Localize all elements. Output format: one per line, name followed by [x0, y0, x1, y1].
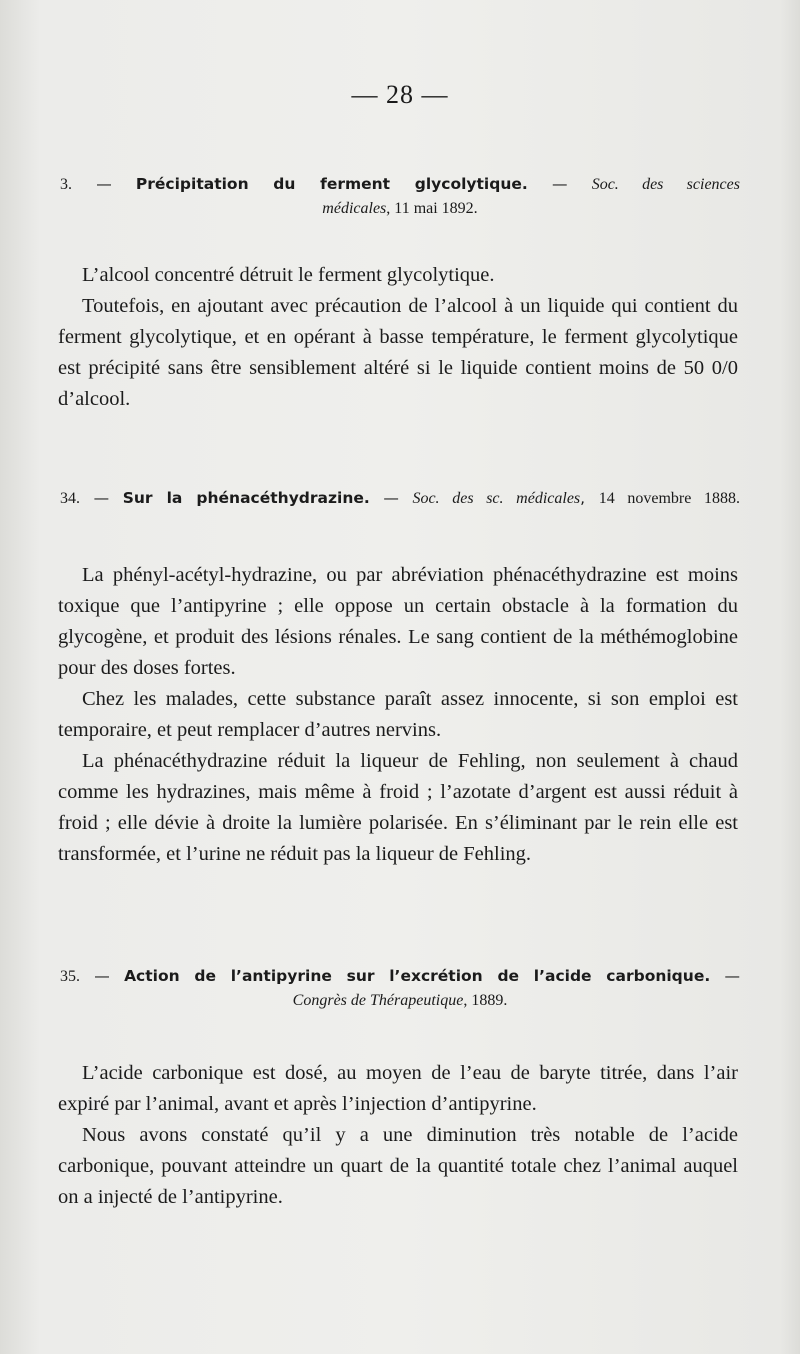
paragraph: Toutefois, en ajoutant avec précaution de l’alcool à un liquide qui contient du ferment glycolytique, et en opérant à basse température, le ferment glycolytique est précipité sans être sensiblement altéré si le liquide contient moins de 50 0/0 d’alcool. — [58, 295, 738, 410]
dash: — — [724, 967, 740, 985]
paragraph: La phénacéthydrazine réduit la liqueur de Fehling, non seulement à chaud comme les hydrazines, mais même à froid ; l’azotate d’argent est aussi réduit à froid ; elle dévie à droite la lumière polarisée. En s’éliminant par le rein elle est transformée, et l’urine ne réduit pas la liqueur de Fehling. — [58, 750, 738, 865]
paragraph: Chez les malades, cette substance paraît assez innocente, si son emploi est temporaire, et peut remplacer d’autres nervins. — [58, 688, 738, 741]
entry-title: Précipitation du ferment glycolytique. — [135, 175, 528, 193]
entry-source: Congrès de Thérapeutique — [292, 992, 464, 1009]
entry-title: Sur la phénacéthydrazine. — [122, 489, 370, 507]
entry-number: 34. — [60, 490, 80, 507]
entry-heading — [60, 964, 740, 1013]
entry-heading-line: médicales, 11 mai 1892. — [322, 200, 478, 217]
paragraph: Nous avons constaté qu’il y a une diminution très notable de l’acide carbonique, pouvant atteindre un quart de la quantité totale chez l’animal auquel on a injecté de l’antipyrine. — [58, 1124, 738, 1208]
entry-date: 11 mai 1892. — [394, 200, 478, 217]
dash: — — [551, 175, 568, 193]
entry-body — [58, 260, 738, 415]
paragraph: L’alcool concentré détruit le ferment glycolytique. — [82, 264, 495, 286]
entry-number: 35. — [60, 968, 80, 985]
entry-heading-line: 34. — Sur la phénacéthydrazine. — Soc. des sc. médicales, 14 novembre 1888. — [60, 489, 740, 507]
entry-date: 14 novembre 1888. — [598, 490, 740, 507]
page-number: — 28 — — [351, 80, 449, 109]
paragraph: L’acide carbonique est dosé, au moyen de l’eau de baryte titrée, dans l’air expiré par l’animal, avant et après l’injection d’antipyrine. — [58, 1062, 738, 1115]
entry-heading-line — [60, 172, 740, 197]
entry-source: Soc. des sciences — [591, 176, 740, 193]
dash: — — [96, 175, 112, 193]
entry-number: 3. — [60, 176, 72, 193]
entry-heading — [60, 172, 740, 221]
entry-body — [58, 1058, 738, 1213]
entry-heading-line: Congrès de Thérapeutique, 1889. — [292, 992, 508, 1009]
entry-source: Soc. des sc. médicales — [412, 490, 581, 507]
entry-heading-line — [60, 964, 740, 989]
entry-title: Action de l’antipyrine sur l’excrétion de l’acide carbonique. — [124, 967, 711, 985]
dash: — — [383, 489, 399, 507]
entry-source: médicales — [322, 200, 387, 217]
entry-heading — [60, 486, 740, 511]
dash: — — [93, 489, 110, 507]
paragraph: La phényl-acétyl-hydrazine, ou par abréviation phénacéthydrazine est moins toxique que l’antipyrine ; elle oppose un certain obstacle à la formation du glycogène, et produit des lésions rénales. Le sang contient de la méthémoglobine pour des doses fortes. — [58, 564, 738, 679]
entry-date: 1889. — [471, 992, 508, 1009]
entry-body — [58, 560, 738, 870]
dash: — — [94, 967, 110, 985]
